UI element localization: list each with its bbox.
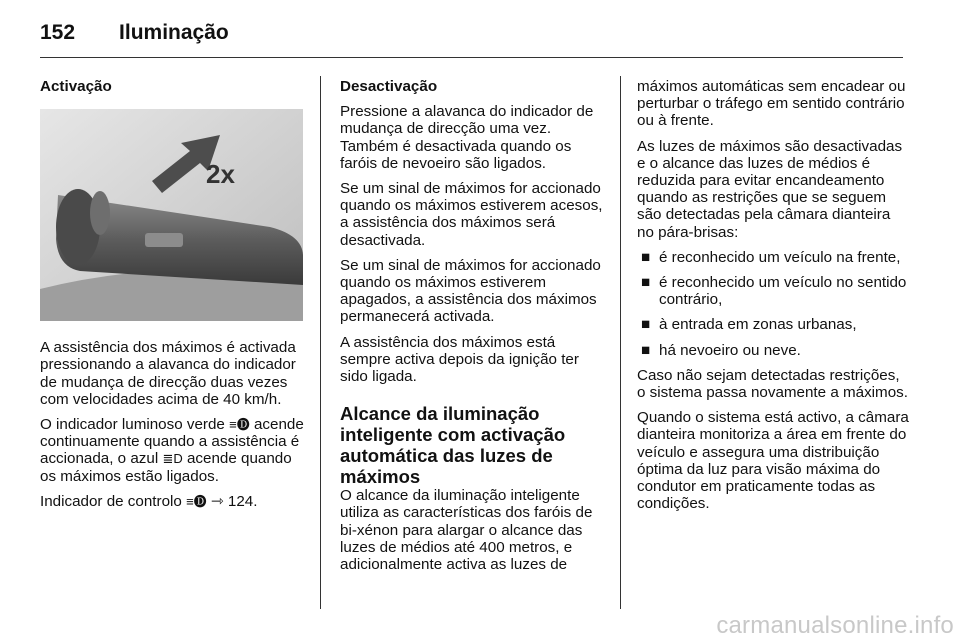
green-high-beam-assist-icon: ≡🅓 xyxy=(229,417,250,433)
page-reference-arrow-icon: ⇾ xyxy=(210,492,224,510)
section-heading: Alcance da iluminação inteligente com activação automática das luzes de máximos xyxy=(340,403,566,488)
watermark: carmanualsonline.info xyxy=(716,612,954,639)
col2-para2: Se um sinal de máximos for accionado quando os máximos estiverem acesos, a assistência dos máximos será desactivada. xyxy=(340,180,603,249)
col2-para1: Pressione a alavanca do indicador de mudança de direcção uma vez. Também é desactivada quando os faróis de nevoeiro são ligados. xyxy=(340,103,594,172)
list-item: ■ é reconhecido um veículo no sentido contrário, xyxy=(641,274,907,309)
column-divider-1 xyxy=(320,76,321,609)
column-2 xyxy=(340,78,608,581)
chapter-title: Iluminação xyxy=(119,21,229,44)
column-3 xyxy=(637,78,909,520)
column-divider-2 xyxy=(620,76,621,609)
control-indicator-icon: ≡🅓 xyxy=(186,493,207,509)
col1-para1: A assistência dos máximos é activada pressionando a alavanca do indicador de mudança de direcção duas vezes com velocidades acima de 40 km/h. xyxy=(40,339,296,408)
col3-para1: máximos automáticas sem encadear ou perturbar o tráfego em sentido contrário ou à frente. xyxy=(637,78,906,130)
col2-para5: O alcance da iluminação inteligente utiliza as características dos faróis de bi-xénon para alargar o alcance das luzes de médios até 400 metros, e adicionalmente activa as luzes de xyxy=(340,487,593,574)
activation-heading: Activação xyxy=(40,78,112,95)
col2-para4: A assistência dos máximos está sempre activa depois da ignição ter sido ligada. xyxy=(340,333,579,386)
header-rule xyxy=(40,57,903,58)
list-item: ■ há nevoeiro ou neve. xyxy=(641,341,801,359)
page-number: 152 xyxy=(40,21,76,44)
blue-high-beam-icon: ≣D xyxy=(162,451,183,467)
bullet-icon: ■ xyxy=(641,248,651,266)
bullet-icon: ■ xyxy=(641,274,651,292)
page-reference: 124. xyxy=(227,492,258,510)
col3-para3: Caso não sejam detectadas restrições, o sistema passa novamente a máximos. xyxy=(637,366,908,402)
press-count-label: 2x xyxy=(206,159,235,190)
col3-para4: Quando o sistema está activo, a câmara dianteira monitoriza a área em frente do veículo e assegura uma distribuição óptima da luz para visão máxima do condutor em praticamente todas as condições. xyxy=(637,409,909,513)
col1-para3: Indicador de controlo ≡🅓 ⇾ 124. xyxy=(40,492,258,510)
col2-para3: Se um sinal de máximos for accionado quando os máximos estiverem apagados, a assistência dos máximos permanecerá activada. xyxy=(340,256,601,326)
restriction-list xyxy=(637,249,909,359)
bullet-icon: ■ xyxy=(641,341,651,359)
deactivation-heading: Desactivação xyxy=(340,78,438,95)
col1-para2: O indicador luminoso verde ≡🅓 acende continuamente quando a assistência é accionada, o azul ≣D acende quando os máximos estão ligados. xyxy=(40,416,304,485)
list-item: ■ é reconhecido um veículo na frente, xyxy=(641,248,901,266)
list-item: ■ à entrada em zonas urbanas, xyxy=(641,316,857,334)
col3-para2: As luzes de máximos são desactivadas e o alcance das luzes de médios é reduzida para evitar encandeamento quando as restrições que se seguem são detectadas pela câmara dianteira no pára-brisas: xyxy=(637,137,903,241)
stalk-illustration xyxy=(40,109,303,321)
column-1 xyxy=(40,78,310,518)
bullet-icon: ■ xyxy=(641,316,651,334)
page-header xyxy=(40,14,229,52)
